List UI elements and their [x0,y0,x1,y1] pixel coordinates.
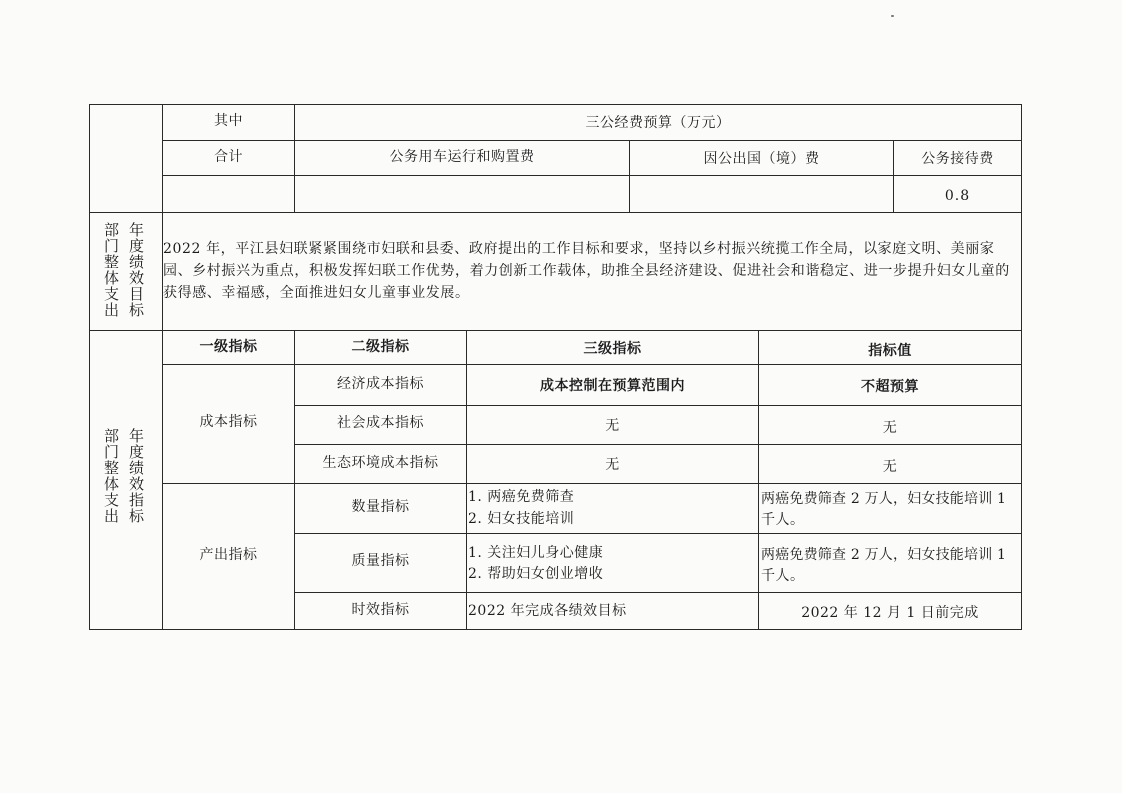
header-level3: 三级指标 [583,341,642,357]
level3-quality-line1: 1. 关注妇儿身心健康 [468,545,604,561]
level2-quantity: 数量指标 [351,499,410,515]
level3-quantity-line2: 2. 妇女技能培训 [468,511,575,527]
table-border-bottom [90,629,1022,630]
table-border-left [89,104,90,630]
value-eco-cost: 无 [882,459,898,475]
qizhong-label: 其中 [214,113,243,129]
value-quality-line1: 两癌免费筛查 2 万人，妇女技能培训 1 [761,547,1007,563]
goals-side-label-1: 部门整体支出 [102,222,120,318]
budget-title: 三公经费预算（万元） [585,115,731,131]
table-rule [90,212,1022,213]
level2-eco-cost: 生态环境成本指标 [322,455,439,471]
value-social-cost: 无 [882,420,898,436]
table-rule [295,533,1022,534]
vehicle-label: 公务用车运行和购置费 [389,149,535,165]
level2-quality: 质量指标 [351,553,410,569]
abroad-label: 因公出国（境）费 [703,151,820,167]
value-timeliness: 2022 年 12 月 1 日前完成 [801,605,979,621]
total-label: 合计 [214,149,243,165]
level3-quantity-line1: 1. 两癌免费筛查 [468,489,575,505]
level3-timeliness: 2022 年完成各绩效目标 [468,603,627,619]
level3-economic-cost: 成本控制在预算范围内 [540,378,685,394]
table-rule [295,444,1022,445]
table-rule [163,364,1022,365]
level3-quality-line2: 2. 帮助妇女创业增收 [468,566,604,582]
table-rule [90,330,1022,331]
reception-label: 公务接待费 [921,151,994,167]
header-value: 指标值 [868,343,912,359]
level3-social-cost: 无 [605,418,620,434]
goals-text: 2022 年，平江县妇联紧紧围绕市妇联和县委、政府提出的工作目标和要求，坚持以乡村振兴统揽工作全局，以家庭文明、美丽家园、乡村振兴为重点，积极发挥妇联工作优势，着力创新工作载体，助推全县经济建设、促进社会和谐稳定、进一步提升妇女儿童的获得感、幸福感，全面推进妇女儿童事业发展。 [163,241,1010,301]
value-quantity-line2: 千人。 [761,512,805,528]
header-level1: 一级指标 [199,339,258,355]
output-group-label: 产出指标 [199,547,258,563]
goals-side-label-2: 年度绩效目标 [127,222,145,318]
column-rule [758,330,759,630]
level2-timeliness: 时效指标 [351,602,410,618]
table-border-top [90,104,1022,105]
level3-eco-cost: 无 [605,457,620,473]
cost-group-label: 成本指标 [199,414,258,430]
level2-social-cost: 社会成本指标 [337,415,424,431]
value-quality-line2: 千人。 [761,568,805,584]
table-rule [163,483,1022,484]
indicators-side-label-2: 年度绩效指标 [127,428,145,524]
table-rule [295,592,1022,593]
reception-value: 0.8 [944,188,971,204]
value-quantity-line1: 两癌免费筛查 2 万人，妇女技能培训 1 [761,491,1007,507]
header-level2: 二级指标 [351,339,410,355]
table-border-right [1021,104,1022,630]
scan-speck [891,15,894,17]
table-rule [295,405,1022,406]
value-economic-cost: 不超预算 [861,379,919,395]
indicators-side-label-1: 部门整体支出 [102,428,120,524]
level2-economic-cost: 经济成本指标 [337,376,424,392]
column-rule [466,330,467,630]
